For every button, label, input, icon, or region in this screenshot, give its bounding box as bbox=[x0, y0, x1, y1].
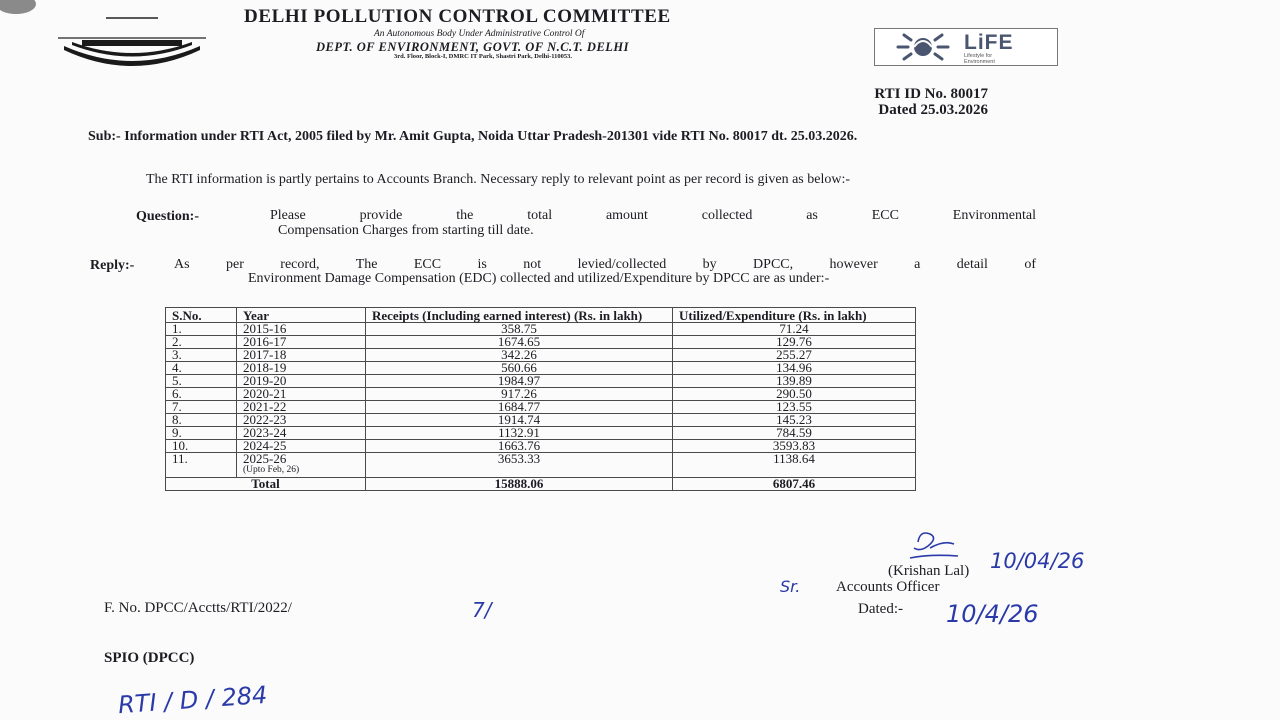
org-title: DELHI POLLUTION CONTROL COMMITTEE bbox=[244, 6, 671, 27]
subject-label: Sub:- bbox=[88, 129, 121, 144]
reply-label: Reply:- bbox=[90, 258, 135, 273]
handwritten-rti-number: RTI / D / 284 bbox=[117, 680, 269, 720]
cell-sno-text: 11. bbox=[172, 451, 188, 466]
rti-id: RTI ID No. 80017 bbox=[874, 86, 988, 102]
cell-year bbox=[237, 453, 366, 478]
cell-receipts-text: 1984.97 bbox=[497, 373, 541, 388]
edc-table bbox=[165, 307, 916, 491]
cell-year-text: 2016-17 bbox=[243, 334, 287, 349]
cell-sno-text: 6. bbox=[172, 386, 182, 401]
cell-utilized-text: 784.59 bbox=[776, 425, 812, 440]
handwritten-sign-date: 10/04/26 bbox=[990, 549, 1085, 573]
total-label: Total bbox=[166, 478, 366, 491]
cell-sno bbox=[166, 453, 237, 478]
cell-year-text: 2018-19 bbox=[243, 360, 287, 375]
subject-paragraph bbox=[88, 130, 1036, 144]
life-logo-tagline: Lifestyle for Environment bbox=[964, 53, 995, 65]
signatory-designation: Accounts Officer bbox=[836, 579, 940, 595]
cell-year-text: 2015-16 bbox=[243, 321, 287, 336]
cell-sno-text: 3. bbox=[172, 347, 182, 362]
life-logo-word: LiFE bbox=[964, 31, 1014, 54]
question-label: Question:- bbox=[136, 209, 199, 224]
cell-year-text: 2019-20 bbox=[243, 373, 287, 388]
header-sno: S.No. bbox=[166, 308, 237, 323]
cell-utilized-text: 145.23 bbox=[776, 412, 812, 427]
cell-utilized-text: 123.55 bbox=[776, 399, 812, 414]
cell-year-text: 2025-26 bbox=[243, 451, 287, 466]
handwritten-file-suffix: 7/ bbox=[472, 598, 492, 622]
cell-year-text: 2023-24 bbox=[243, 425, 287, 440]
rti-dated: Dated 25.03.2026 bbox=[878, 102, 988, 118]
file-number: F. No. DPCC/Acctts/RTI/2022/ bbox=[104, 600, 292, 616]
question-text-line1: Please provide the total amount collected as ECC Environmental bbox=[270, 208, 1036, 223]
cell-utilized-text: 290.50 bbox=[776, 386, 812, 401]
cell-utilized-text: 129.76 bbox=[776, 334, 812, 349]
handwritten-sr: Sr. bbox=[780, 577, 801, 596]
cell-receipts-text: 1132.91 bbox=[498, 425, 540, 440]
reply-text-line1: As per record, The ECC is not levied/collected by DPCC, however a detail of bbox=[174, 257, 1036, 272]
cell-year-text: 2022-23 bbox=[243, 412, 287, 427]
cell-year-text: 2024-25 bbox=[243, 438, 287, 453]
handwritten-dated: 10/4/26 bbox=[946, 600, 1039, 628]
cell-receipts-text: 1684.77 bbox=[497, 399, 541, 414]
org-department: DEPT. OF ENVIRONMENT, GOVT. OF N.C.T. DELHI bbox=[316, 40, 630, 54]
signature-icon bbox=[900, 528, 970, 568]
cell-sno-text: 5. bbox=[172, 373, 182, 388]
cell-utilized-text: 255.27 bbox=[776, 347, 812, 362]
cell-year-text: 2021-22 bbox=[243, 399, 287, 414]
cell-sno-text: 10. bbox=[172, 438, 189, 453]
table-row bbox=[166, 453, 916, 478]
cell-utilized-text: 3593.83 bbox=[772, 438, 816, 453]
cell-sno-text: 8. bbox=[172, 412, 182, 427]
org-address: 3rd. Floor, Block-I, DMRC IT Park, Shastri Park, Delhi-110053. bbox=[394, 53, 573, 60]
cell-utilized bbox=[673, 453, 916, 478]
cell-receipts-text: 342.26 bbox=[501, 347, 537, 362]
cell-receipts-text: 560.66 bbox=[501, 360, 537, 375]
life-logo-icon bbox=[890, 31, 956, 63]
spio-label: SPIO (DPCC) bbox=[104, 650, 195, 666]
cell-utilized-text: 1138.64 bbox=[773, 451, 815, 466]
cell-receipts-text: 3653.33 bbox=[497, 451, 541, 466]
cell-sno-text: 7. bbox=[172, 399, 182, 414]
cell-utilized-text: 139.89 bbox=[776, 373, 812, 388]
cell-receipts-text: 358.75 bbox=[501, 321, 537, 336]
signatory-name: (Krishan Lal) bbox=[888, 563, 970, 579]
dpcc-emblem-icon bbox=[58, 12, 206, 70]
cell-receipts-text: 1663.76 bbox=[497, 438, 541, 453]
total-utilized: 6807.46 bbox=[673, 478, 916, 491]
cell-utilized-text: 71.24 bbox=[779, 321, 809, 336]
dated-label: Dated:- bbox=[858, 601, 903, 617]
cell-receipts-text: 1674.65 bbox=[497, 334, 541, 349]
cell-sno-text: 9. bbox=[172, 425, 182, 440]
cell-sno-text: 4. bbox=[172, 360, 182, 375]
reply-text-line2: Environment Damage Compensation (EDC) collected and utilized/Expenditure by DPCC are as under:- bbox=[248, 271, 830, 286]
header-utilized: Utilized/Expenditure (Rs. in lakh) bbox=[673, 308, 916, 323]
total-receipts: 15888.06 bbox=[366, 478, 673, 491]
table-total-row bbox=[166, 478, 916, 491]
cell-receipts bbox=[366, 453, 673, 478]
cell-year-text: 2017-18 bbox=[243, 347, 287, 362]
org-subtitle: An Autonomous Body Under Administrative Control Of bbox=[374, 29, 585, 39]
cell-utilized-text: 134.96 bbox=[776, 360, 812, 375]
scan-mark bbox=[0, 0, 36, 14]
table-body bbox=[166, 323, 916, 478]
header-year: Year bbox=[237, 308, 366, 323]
cell-receipts-text: 1914.74 bbox=[497, 412, 541, 427]
cell-sno-text: 2. bbox=[172, 334, 182, 349]
intro-paragraph: The RTI information is partly pertains to Accounts Branch. Necessary reply to relevant point as per record is given as below:- bbox=[146, 172, 851, 187]
header-receipts: Receipts (Including earned interest) (Rs. in lakh) bbox=[366, 308, 673, 323]
cell-sno-text: 1. bbox=[172, 321, 182, 336]
cell-receipts-text: 917.26 bbox=[501, 386, 537, 401]
reference-block bbox=[700, 86, 988, 118]
year-note: (Upto Feb, 26) bbox=[243, 465, 300, 475]
subject-text: Information under RTI Act, 2005 filed by Mr. Amit Gupta, Noida Uttar Pradesh-201301 vide RTI No. 80017 dt. 25.03.2026. bbox=[124, 129, 858, 144]
cell-year-text: 2020-21 bbox=[243, 386, 287, 401]
question-text-line2: Compensation Charges from starting till date. bbox=[278, 223, 534, 238]
